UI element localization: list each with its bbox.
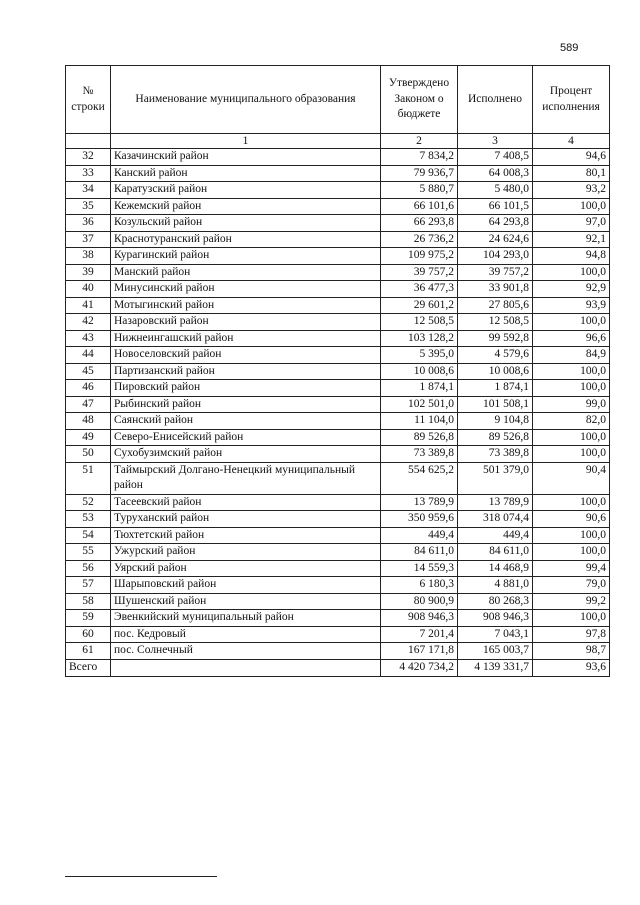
table-row bbox=[66, 462, 610, 494]
approved-cell: 29 601,2 bbox=[381, 297, 458, 314]
executed-cell: 64 008,3 bbox=[458, 165, 533, 182]
executed-cell: 24 624,6 bbox=[458, 231, 533, 248]
approved-cell: 73 389,8 bbox=[381, 446, 458, 463]
municipality-name-cell: Пировский район bbox=[111, 380, 381, 397]
table-row bbox=[66, 429, 610, 446]
approved-cell: 84 611,0 bbox=[381, 544, 458, 561]
approved-cell: 14 559,3 bbox=[381, 560, 458, 577]
percent-cell: 100,0 bbox=[533, 610, 610, 627]
row-number-cell: 53 bbox=[66, 511, 111, 528]
header-percent: Процент исполнения bbox=[533, 66, 610, 134]
municipality-name-cell: Казачинский район bbox=[111, 149, 381, 166]
percent-cell: 100,0 bbox=[533, 380, 610, 397]
municipality-name-cell: Новоселовский район bbox=[111, 347, 381, 364]
row-number-cell: 47 bbox=[66, 396, 111, 413]
table-row bbox=[66, 182, 610, 199]
approved-cell: 12 508,5 bbox=[381, 314, 458, 331]
row-number-cell: 56 bbox=[66, 560, 111, 577]
table-row bbox=[66, 560, 610, 577]
executed-cell: 501 379,0 bbox=[458, 462, 533, 494]
approved-cell: 89 526,8 bbox=[381, 429, 458, 446]
municipality-name-cell: Рыбинский район bbox=[111, 396, 381, 413]
table-row bbox=[66, 215, 610, 232]
table-row bbox=[66, 264, 610, 281]
budget-execution-table bbox=[65, 65, 610, 677]
approved-cell: 11 104,0 bbox=[381, 413, 458, 430]
percent-cell: 92,1 bbox=[533, 231, 610, 248]
municipality-name-cell: Туруханский район bbox=[111, 511, 381, 528]
percent-cell: 99,4 bbox=[533, 560, 610, 577]
table-row bbox=[66, 643, 610, 660]
executed-cell: 7 408,5 bbox=[458, 149, 533, 166]
total-executed: 4 139 331,7 bbox=[458, 659, 533, 676]
percent-cell: 94,6 bbox=[533, 149, 610, 166]
executed-cell: 101 508,1 bbox=[458, 396, 533, 413]
table-header-row bbox=[66, 66, 610, 134]
executed-cell: 13 789,9 bbox=[458, 494, 533, 511]
row-number-cell: 49 bbox=[66, 429, 111, 446]
executed-cell: 14 468,9 bbox=[458, 560, 533, 577]
executed-cell: 908 946,3 bbox=[458, 610, 533, 627]
executed-cell: 7 043,1 bbox=[458, 626, 533, 643]
executed-cell: 80 268,3 bbox=[458, 593, 533, 610]
percent-cell: 99,2 bbox=[533, 593, 610, 610]
municipality-name-cell: Партизанский район bbox=[111, 363, 381, 380]
table-row bbox=[66, 544, 610, 561]
percent-cell: 100,0 bbox=[533, 494, 610, 511]
executed-cell: 449,4 bbox=[458, 527, 533, 544]
row-number-cell: 58 bbox=[66, 593, 111, 610]
percent-cell: 80,1 bbox=[533, 165, 610, 182]
table-row bbox=[66, 281, 610, 298]
table-row bbox=[66, 511, 610, 528]
municipality-name-cell: Назаровский район bbox=[111, 314, 381, 331]
row-number-cell: 39 bbox=[66, 264, 111, 281]
table-row bbox=[66, 626, 610, 643]
municipality-name-cell: Саянский район bbox=[111, 413, 381, 430]
row-number-cell: 35 bbox=[66, 198, 111, 215]
total-row bbox=[66, 659, 610, 676]
percent-cell: 79,0 bbox=[533, 577, 610, 594]
percent-cell: 100,0 bbox=[533, 429, 610, 446]
header-executed: Исполнено bbox=[458, 66, 533, 134]
column-index-row bbox=[66, 134, 610, 149]
table-row bbox=[66, 610, 610, 627]
table-row bbox=[66, 494, 610, 511]
approved-cell: 103 128,2 bbox=[381, 330, 458, 347]
executed-cell: 33 901,8 bbox=[458, 281, 533, 298]
row-number-cell: 32 bbox=[66, 149, 111, 166]
column-index-2: 2 bbox=[381, 134, 458, 149]
percent-cell: 90,4 bbox=[533, 462, 610, 494]
percent-cell: 93,9 bbox=[533, 297, 610, 314]
row-number-cell: 55 bbox=[66, 544, 111, 561]
approved-cell: 66 101,6 bbox=[381, 198, 458, 215]
percent-cell: 100,0 bbox=[533, 198, 610, 215]
percent-cell: 82,0 bbox=[533, 413, 610, 430]
row-number-cell: 48 bbox=[66, 413, 111, 430]
percent-cell: 98,7 bbox=[533, 643, 610, 660]
table-row bbox=[66, 413, 610, 430]
table-row bbox=[66, 165, 610, 182]
approved-cell: 554 625,2 bbox=[381, 462, 458, 494]
table-row bbox=[66, 149, 610, 166]
row-number-cell: 51 bbox=[66, 462, 111, 494]
municipality-name-cell: Курагинский район bbox=[111, 248, 381, 265]
approved-cell: 6 180,3 bbox=[381, 577, 458, 594]
row-number-cell: 50 bbox=[66, 446, 111, 463]
municipality-name-cell: Шушенский район bbox=[111, 593, 381, 610]
municipality-name-cell: Сухобузимский район bbox=[111, 446, 381, 463]
municipality-name-cell: Эвенкийский муниципальный район bbox=[111, 610, 381, 627]
approved-cell: 7 201,4 bbox=[381, 626, 458, 643]
row-number-cell: 37 bbox=[66, 231, 111, 248]
percent-cell: 100,0 bbox=[533, 544, 610, 561]
approved-cell: 908 946,3 bbox=[381, 610, 458, 627]
approved-cell: 26 736,2 bbox=[381, 231, 458, 248]
municipality-name-cell: Уярский район bbox=[111, 560, 381, 577]
footnote-separator-line bbox=[65, 876, 217, 877]
executed-cell: 84 611,0 bbox=[458, 544, 533, 561]
percent-cell: 96,6 bbox=[533, 330, 610, 347]
municipality-name-cell: пос. Солнечный bbox=[111, 643, 381, 660]
total-label: Всего bbox=[66, 659, 111, 676]
percent-cell: 100,0 bbox=[533, 314, 610, 331]
executed-cell: 4 881,0 bbox=[458, 577, 533, 594]
row-number-cell: 40 bbox=[66, 281, 111, 298]
table-row bbox=[66, 231, 610, 248]
municipality-name-cell: Каратузский район bbox=[111, 182, 381, 199]
municipality-name-cell: Козульский район bbox=[111, 215, 381, 232]
header-municipality-name: Наименование муниципального образования bbox=[111, 66, 381, 134]
approved-cell: 5 395,0 bbox=[381, 347, 458, 364]
percent-cell: 97,0 bbox=[533, 215, 610, 232]
table-row bbox=[66, 198, 610, 215]
municipality-name-cell: Мотыгинский район bbox=[111, 297, 381, 314]
executed-cell: 9 104,8 bbox=[458, 413, 533, 430]
executed-cell: 73 389,8 bbox=[458, 446, 533, 463]
row-number-cell: 60 bbox=[66, 626, 111, 643]
approved-cell: 13 789,9 bbox=[381, 494, 458, 511]
percent-cell: 100,0 bbox=[533, 527, 610, 544]
municipality-name-cell: Шарыповский район bbox=[111, 577, 381, 594]
municipality-name-cell: Краснотуранский район bbox=[111, 231, 381, 248]
row-number-cell: 46 bbox=[66, 380, 111, 397]
municipality-name-cell: Минусинский район bbox=[111, 281, 381, 298]
percent-cell: 100,0 bbox=[533, 363, 610, 380]
row-number-cell: 61 bbox=[66, 643, 111, 660]
percent-cell: 99,0 bbox=[533, 396, 610, 413]
row-number-cell: 52 bbox=[66, 494, 111, 511]
row-number-cell: 33 bbox=[66, 165, 111, 182]
executed-cell: 5 480,0 bbox=[458, 182, 533, 199]
executed-cell: 104 293,0 bbox=[458, 248, 533, 265]
percent-cell: 100,0 bbox=[533, 446, 610, 463]
column-index-1: 1 bbox=[111, 134, 381, 149]
executed-cell: 39 757,2 bbox=[458, 264, 533, 281]
total-empty-cell bbox=[111, 659, 381, 676]
approved-cell: 109 975,2 bbox=[381, 248, 458, 265]
table-row bbox=[66, 577, 610, 594]
municipality-name-cell: Таймырский Долгано-Ненецкий муниципальный район bbox=[111, 462, 381, 494]
executed-cell: 64 293,8 bbox=[458, 215, 533, 232]
percent-cell: 97,8 bbox=[533, 626, 610, 643]
table-body bbox=[66, 149, 610, 660]
row-number-cell: 34 bbox=[66, 182, 111, 199]
approved-cell: 7 834,2 bbox=[381, 149, 458, 166]
table-row bbox=[66, 446, 610, 463]
executed-cell: 1 874,1 bbox=[458, 380, 533, 397]
row-number-cell: 36 bbox=[66, 215, 111, 232]
executed-cell: 12 508,5 bbox=[458, 314, 533, 331]
percent-cell: 92,9 bbox=[533, 281, 610, 298]
municipality-name-cell: Северо-Енисейский район bbox=[111, 429, 381, 446]
percent-cell: 100,0 bbox=[533, 264, 610, 281]
percent-cell: 94,8 bbox=[533, 248, 610, 265]
table-row bbox=[66, 248, 610, 265]
municipality-name-cell: Манский район bbox=[111, 264, 381, 281]
table-row bbox=[66, 314, 610, 331]
row-number-cell: 45 bbox=[66, 363, 111, 380]
municipality-name-cell: Кежемский район bbox=[111, 198, 381, 215]
header-approved: Утверждено Законом о бюджете bbox=[381, 66, 458, 134]
approved-cell: 102 501,0 bbox=[381, 396, 458, 413]
approved-cell: 80 900,9 bbox=[381, 593, 458, 610]
table-row bbox=[66, 330, 610, 347]
row-number-cell: 38 bbox=[66, 248, 111, 265]
table-row bbox=[66, 297, 610, 314]
row-number-cell: 59 bbox=[66, 610, 111, 627]
row-number-cell: 43 bbox=[66, 330, 111, 347]
municipality-name-cell: Канский район bbox=[111, 165, 381, 182]
approved-cell: 5 880,7 bbox=[381, 182, 458, 199]
executed-cell: 27 805,6 bbox=[458, 297, 533, 314]
row-number-cell: 42 bbox=[66, 314, 111, 331]
approved-cell: 167 171,8 bbox=[381, 643, 458, 660]
approved-cell: 36 477,3 bbox=[381, 281, 458, 298]
header-row-number: № строки bbox=[66, 66, 111, 134]
executed-cell: 66 101,5 bbox=[458, 198, 533, 215]
approved-cell: 39 757,2 bbox=[381, 264, 458, 281]
approved-cell: 350 959,6 bbox=[381, 511, 458, 528]
column-index-empty bbox=[66, 134, 111, 149]
municipality-name-cell: пос. Кедровый bbox=[111, 626, 381, 643]
municipality-name-cell: Тасеевский район bbox=[111, 494, 381, 511]
table-row bbox=[66, 527, 610, 544]
table-row bbox=[66, 593, 610, 610]
total-approved: 4 420 734,2 bbox=[381, 659, 458, 676]
table-row bbox=[66, 363, 610, 380]
executed-cell: 4 579,6 bbox=[458, 347, 533, 364]
percent-cell: 90,6 bbox=[533, 511, 610, 528]
column-index-4: 4 bbox=[533, 134, 610, 149]
approved-cell: 449,4 bbox=[381, 527, 458, 544]
executed-cell: 89 526,8 bbox=[458, 429, 533, 446]
percent-cell: 93,2 bbox=[533, 182, 610, 199]
row-number-cell: 41 bbox=[66, 297, 111, 314]
total-percent: 93,6 bbox=[533, 659, 610, 676]
row-number-cell: 44 bbox=[66, 347, 111, 364]
table-row bbox=[66, 396, 610, 413]
row-number-cell: 57 bbox=[66, 577, 111, 594]
page-number: 589 bbox=[560, 42, 579, 54]
municipality-name-cell: Нижнеингашский район bbox=[111, 330, 381, 347]
approved-cell: 1 874,1 bbox=[381, 380, 458, 397]
approved-cell: 10 008,6 bbox=[381, 363, 458, 380]
column-index-3: 3 bbox=[458, 134, 533, 149]
executed-cell: 99 592,8 bbox=[458, 330, 533, 347]
table-row bbox=[66, 347, 610, 364]
percent-cell: 84,9 bbox=[533, 347, 610, 364]
municipality-name-cell: Ужурский район bbox=[111, 544, 381, 561]
executed-cell: 10 008,6 bbox=[458, 363, 533, 380]
table-row bbox=[66, 380, 610, 397]
executed-cell: 318 074,4 bbox=[458, 511, 533, 528]
row-number-cell: 54 bbox=[66, 527, 111, 544]
approved-cell: 79 936,7 bbox=[381, 165, 458, 182]
municipality-name-cell: Тюхтетский район bbox=[111, 527, 381, 544]
executed-cell: 165 003,7 bbox=[458, 643, 533, 660]
approved-cell: 66 293,8 bbox=[381, 215, 458, 232]
